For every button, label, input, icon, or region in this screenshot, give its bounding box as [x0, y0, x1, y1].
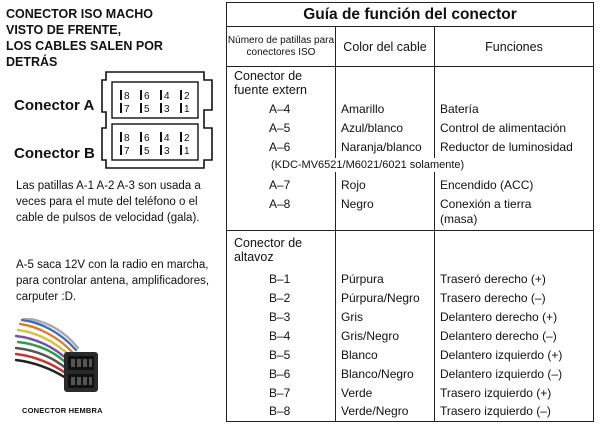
pin-row-a-bottom	[120, 103, 190, 115]
table-row-continued	[227, 211, 593, 227]
title-line: DETRÁS	[6, 55, 58, 69]
pin-function: Batería	[440, 102, 479, 116]
wire-color: Verde	[341, 386, 373, 400]
pin-label: 1	[184, 104, 190, 115]
connector-a-label: Conector A	[14, 97, 95, 114]
wire-color: Púrpura	[341, 272, 384, 286]
mute-note: Las patillas A-1 A-2 A-3 son usada a veces para el mute del teléfono o el cable de pulsos de velocidad (gala).	[16, 180, 201, 224]
pin-function: Trasero izquierdo (–)	[440, 404, 551, 418]
table-row	[227, 309, 593, 325]
pin-label: 3	[164, 104, 170, 115]
header-pins: Número de patillas para conectores ISO	[227, 27, 336, 66]
model-note: (KDC-MV6521/M6021/6021 solamente)	[271, 159, 465, 171]
pin-function: Delantero izquierdo (–)	[440, 367, 563, 381]
pin-row-a-top	[120, 90, 190, 102]
pin-number: B–2	[269, 291, 291, 305]
pin-label: 4	[164, 91, 170, 102]
title-line: VISTO DE FRENTE,	[6, 23, 122, 37]
pin-function: Traseró derecho (+)	[440, 272, 546, 286]
pin-label: 7	[124, 146, 130, 157]
table-row	[227, 366, 593, 382]
pin-function: Delantero izquierdo (+)	[440, 348, 563, 362]
wire-color: Gris/Negro	[341, 329, 400, 343]
wire-color: Azul/blanco	[341, 121, 404, 135]
pin-label: 6	[144, 91, 150, 102]
header-color: Color del cable	[336, 27, 435, 66]
power-note: A-5 saca 12V con la radio en marcha, para controlar antena, amplificadores, carputer :D.	[16, 259, 210, 303]
pin-label: 5	[144, 104, 150, 115]
pin-function: Control de alimentación	[440, 121, 567, 135]
table-row	[227, 328, 593, 344]
table-row	[227, 271, 593, 287]
connector-b-label: Conector B	[14, 145, 95, 162]
table-row	[227, 139, 593, 155]
pin-function: Conexión a tierra	[440, 197, 532, 211]
pin-label: 8	[124, 133, 130, 144]
wire-color: Púrpura/Negro	[341, 291, 420, 305]
table-row	[227, 101, 593, 117]
pin-number: B–7	[269, 386, 291, 400]
pin-number: B–8	[269, 404, 291, 418]
pin-label: 5	[144, 146, 150, 157]
table-title: Guía de función del conector	[227, 3, 593, 27]
pin-function: Encendido (ACC)	[440, 178, 534, 192]
wire-color: Naranja/blanco	[341, 140, 422, 154]
pin-label: 6	[144, 133, 150, 144]
wire-color: Rojo	[341, 178, 366, 192]
title-line: CONECTOR ISO MACHO	[6, 7, 153, 21]
table-row	[227, 196, 593, 212]
wire-color: Negro	[341, 197, 374, 211]
pin-label: 3	[164, 146, 170, 157]
title-line: LOS CABLES SALEN POR	[6, 39, 163, 53]
pin-label: 8	[124, 91, 130, 102]
pin-number: B–5	[269, 348, 291, 362]
pin-label: 2	[184, 91, 190, 102]
table-header	[227, 27, 593, 67]
pin-function-continued: (masa)	[440, 212, 478, 226]
pin-number: A–7	[269, 178, 291, 192]
header-functions: Funciones	[485, 39, 543, 54]
connector-guide-table	[226, 2, 594, 422]
female-connector-image	[14, 318, 104, 404]
pin-number: A–8	[269, 197, 291, 211]
pin-function: Trasero izquierdo (+)	[440, 386, 552, 400]
wire-color: Gris	[341, 310, 363, 324]
pin-function: Delantero derecho (+)	[440, 310, 558, 324]
pin-function: Reductor de luminosidad	[440, 140, 573, 154]
pin-number: B–4	[269, 329, 291, 343]
pin-function: Delantero derecho (–)	[440, 329, 557, 343]
pin-label: 2	[184, 133, 190, 144]
pin-number: B–3	[269, 310, 291, 324]
pin-label: 7	[124, 104, 130, 115]
pin-row-b-bottom	[120, 145, 190, 157]
pin-number: B–1	[269, 272, 291, 286]
wire-color: Amarillo	[341, 102, 385, 116]
iso-connector-diagram	[100, 70, 215, 170]
pin-number: B–6	[269, 367, 291, 381]
connector-title	[6, 6, 206, 70]
pin-row-b-top	[120, 132, 190, 144]
table-row	[227, 120, 593, 136]
pin-label: 4	[164, 133, 170, 144]
table-row	[227, 385, 593, 401]
pin-number: A–6	[269, 140, 291, 154]
pin-function: Trasero derecho (–)	[440, 291, 546, 305]
wire-color: Verde/Negro	[341, 404, 409, 418]
wire-color: Blanco/Negro	[341, 367, 414, 381]
table-row	[227, 290, 593, 306]
table-row	[227, 403, 593, 419]
female-connector-caption: CONECTOR HEMBRA	[22, 406, 103, 415]
pin-number: A–4	[269, 102, 291, 116]
table-row	[227, 177, 593, 193]
table-row	[227, 347, 593, 363]
section-divider	[227, 230, 593, 231]
section-label-external: Conector de fuente extern	[234, 69, 307, 97]
pin-number: A–5	[269, 121, 291, 135]
wire-color: Blanco	[341, 348, 378, 362]
section-label-speaker: Conector de altavoz	[234, 236, 303, 264]
pin-label: 1	[184, 146, 190, 157]
